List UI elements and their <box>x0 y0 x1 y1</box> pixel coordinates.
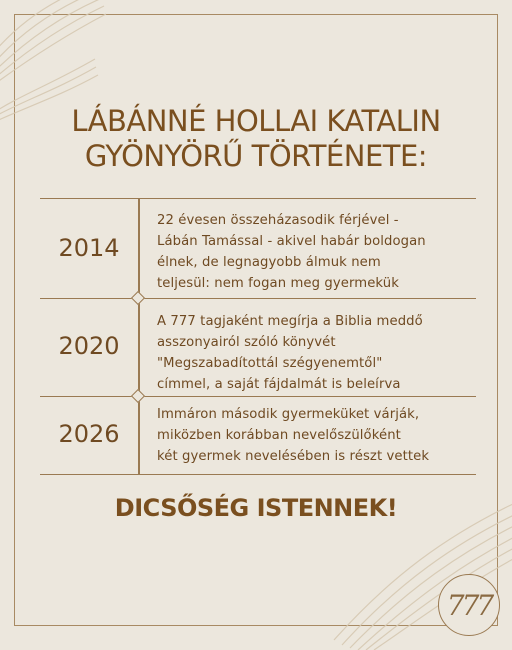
777-logo <box>438 574 500 636</box>
timeline-divider <box>40 298 476 299</box>
logo-text: 777 <box>446 588 492 622</box>
description-line: élnek, de legnagyobb álmuk nem <box>157 255 381 270</box>
timeline-divider <box>40 198 476 199</box>
timeline-divider <box>40 396 476 397</box>
description-line: 22 évesen összeházasodik férjével - <box>157 213 399 228</box>
title-line-1: LÁBÁNNÉ HOLLAI KATALIN <box>71 104 441 138</box>
page-title <box>0 104 512 174</box>
description-line: asszonyairól szóló könyvét <box>157 335 336 350</box>
timeline <box>40 198 476 474</box>
title-line-2: GYÖNYÖRŰ TÖRTÉNETE: <box>84 139 428 173</box>
description-line: két gyermek nevelésében is részt vettek <box>157 449 430 464</box>
description-line: címmel, a saját fájdalmát is beleírva <box>157 377 401 392</box>
timeline-axis <box>138 198 140 474</box>
timeline-marker <box>131 389 145 403</box>
timeline-description <box>157 404 477 467</box>
timeline-year: 2020 <box>58 332 120 360</box>
timeline-description <box>157 311 477 395</box>
description-line: A 777 tagjaként megírja a Biblia meddő <box>157 314 423 329</box>
timeline-divider <box>40 474 476 475</box>
description-line: "Megszabadítottál szégyenemtől" <box>157 356 383 371</box>
closing-slogan: DICSŐSÉG ISTENNEK! <box>114 494 398 522</box>
timeline-year: 2014 <box>58 234 120 262</box>
description-line: Lábán Tamással - akivel habár boldogan <box>157 234 426 249</box>
description-line: Immáron második gyermeküket várják, <box>157 407 420 422</box>
description-line: miközben korábban nevelőszülőként <box>157 428 401 443</box>
description-line: teljesül: nem fogan meg gyermekük <box>157 276 399 291</box>
timeline-marker <box>131 291 145 305</box>
timeline-year: 2026 <box>58 420 120 448</box>
timeline-description <box>157 210 477 294</box>
